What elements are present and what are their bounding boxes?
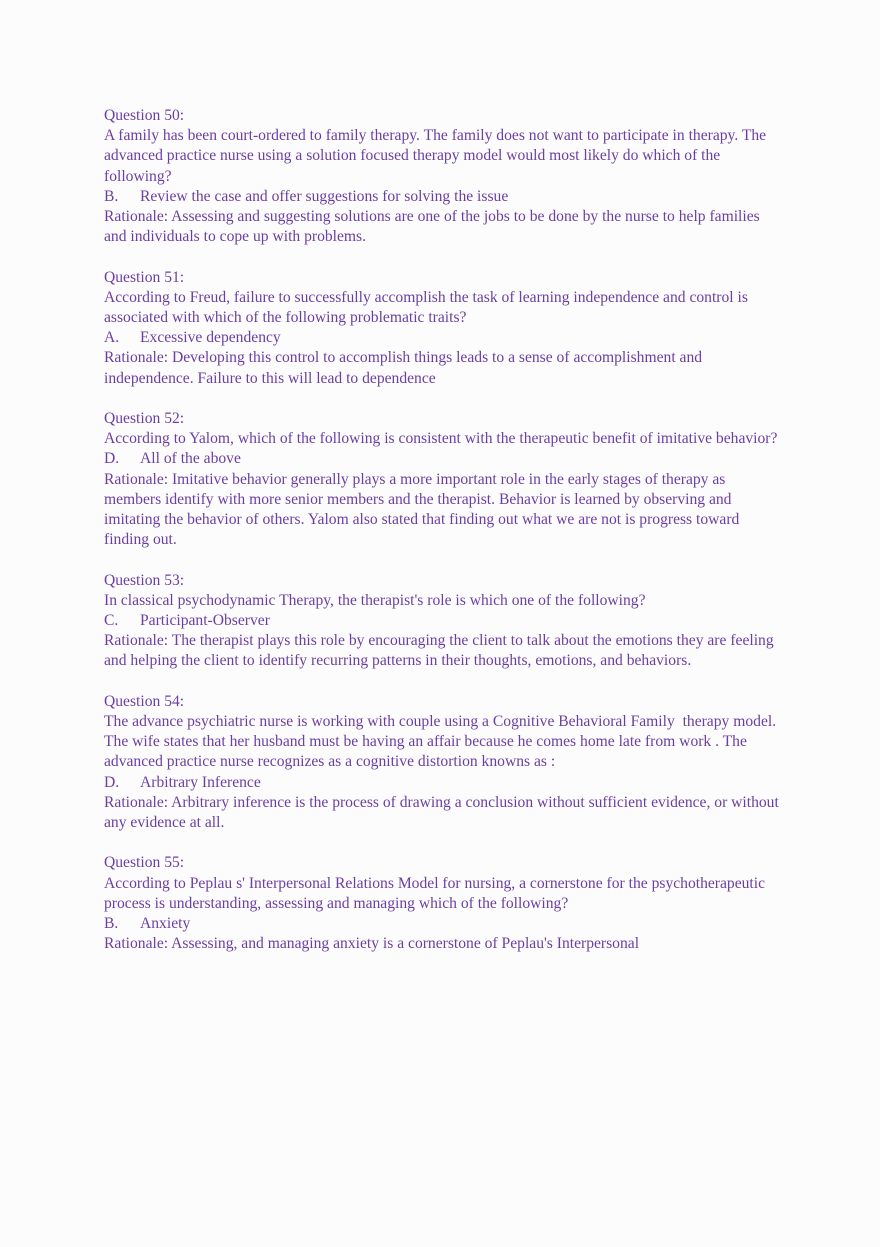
rationale-text: Rationale: Assessing, and managing anxiety is a cornerstone of Peplau's Interpersonal [104,935,640,953]
question-block-52 [104,409,784,550]
question-block-53 [104,571,784,672]
document-page [104,106,784,975]
question-text: A family has been court-ordered to family therapy. The family does not want to participate in therapy. The advanced practice nurse using a solution focused therapy model would most likely do which of the following? [104,127,770,185]
answer-letter: B. [104,187,119,205]
answer-text: All of the above [140,450,241,468]
question-title: Question 53: [104,571,185,589]
question-text: According to Freud, failure to successfully accomplish the task of learning independence and control is associated with which of the following problematic traits? [104,288,752,327]
answer [104,914,784,934]
rationale-text: Rationale: Arbitrary inference is the process of drawing a conclusion without sufficient evidence, or without any evidence at all. [104,793,783,832]
answer [104,773,784,793]
question-title: Question 50: [104,107,185,124]
answer-text: Participant-Observer [140,612,270,630]
answer [104,449,784,469]
question-text: In classical psychodynamic Therapy, the therapist's role is which one of the following? [104,591,646,609]
rationale-text: Rationale: Imitative behavior generally plays a more important role in the early stages of therapy as members identify with more senior members and the therapist. Behavior is learned by observing and imitating the behavior of others. Yalom also stated that finding out what we are not is progress toward finding out. [104,470,744,549]
question-block-51 [104,268,784,389]
rationale-text: Rationale: Assessing and suggesting solutions are one of the jobs to be done by the nurse to help families and individuals to cope up with problems. [104,208,764,246]
answer [104,611,784,631]
rationale-text: Rationale: Developing this control to accomplish things leads to a sense of accomplishment and independence. Failure to this will lead to dependence [104,349,706,387]
answer-letter: D. [104,773,120,791]
question-text: The advance psychiatric nurse is working with couple using a Cognitive Behavioral Family therapy model. The wife states that her husband must be having an affair because he comes home late from work . The advanced practice nurse recognizes as a cognitive distortion knowns as : [104,713,780,771]
answer-letter: B. [104,915,119,933]
question-title: Question 55: [104,854,185,872]
question-text: According to Yalom, which of the following is consistent with the therapeutic benefit of imitative behavior? [104,430,778,448]
answer-letter: C. [104,612,119,630]
answer-letter: A. [104,329,120,347]
question-text: According to Peplau s' Interpersonal Relations Model for nursing, a cornerstone for the psychotherapeutic process is understanding, assessing and managing which of the following? [104,874,769,912]
answer-text: Review the case and offer suggestions for solving the issue [140,187,509,205]
answer [104,328,784,348]
answer-text: Anxiety [140,915,191,933]
question-block-50 [104,106,784,247]
question-block-55 [104,853,784,954]
question-title: Question 52: [104,410,185,428]
answer-text: Excessive dependency [140,329,281,347]
answer [104,187,784,207]
question-block-54 [104,692,784,833]
answer-letter: D. [104,450,120,468]
answer-text: Arbitrary Inference [140,773,261,791]
question-title: Question 54: [104,692,185,710]
question-title: Question 51: [104,268,185,286]
rationale-text: Rationale: The therapist plays this role by encouraging the client to talk about the emotions they are feeling and helping the client to identify recurring patterns in their thoughts, emotions, and behaviors. [104,632,778,670]
